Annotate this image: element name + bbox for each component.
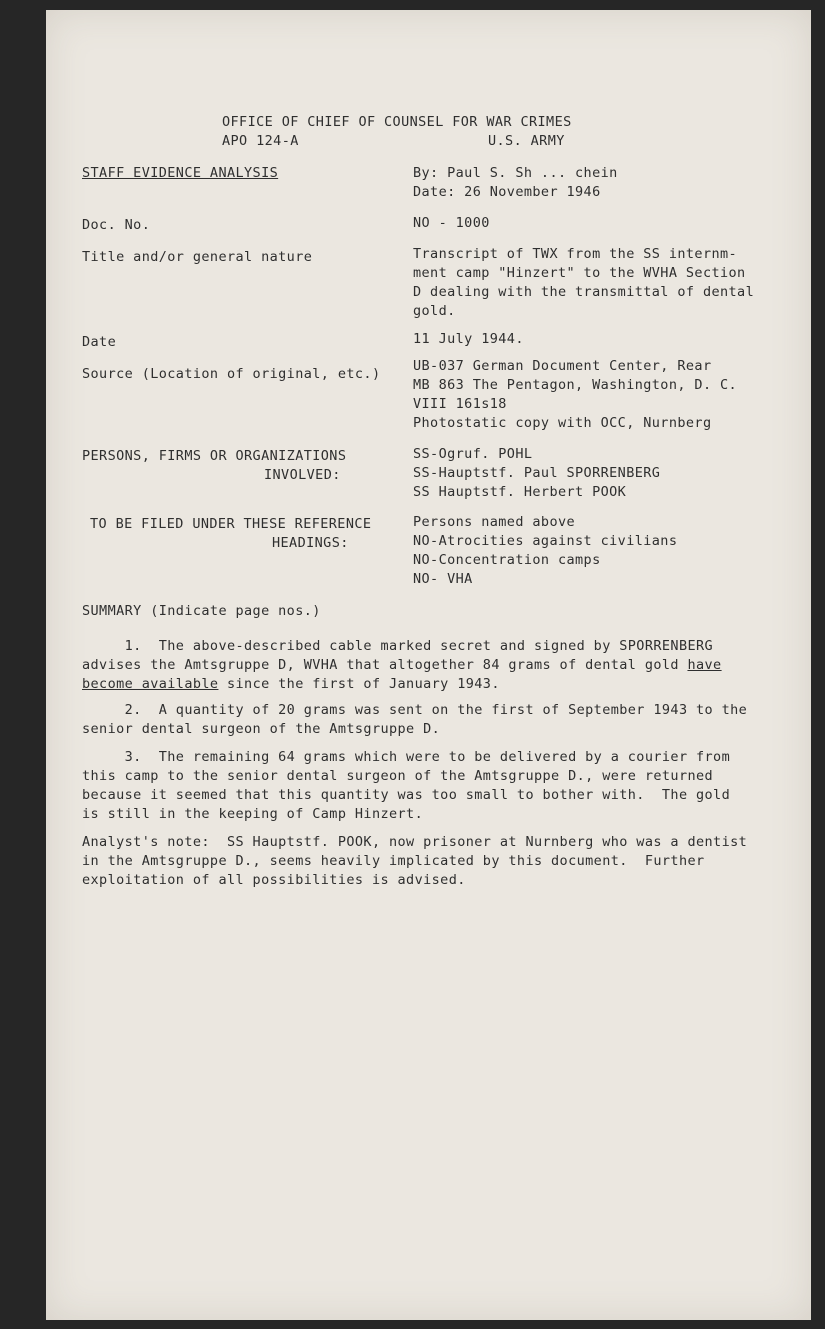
- paragraph-line: 2. A quantity of 20 grams was sent on the first of September 1943 to the: [82, 702, 748, 718]
- analyst-note-line: exploitation of all possibilities is advised.: [82, 872, 466, 888]
- paragraph-line: become available since the first of January 1943.: [82, 676, 500, 692]
- paragraph-line: is still in the keeping of Camp Hinzert.: [82, 806, 424, 822]
- filing-line: NO-Atrocities against civilians: [413, 533, 678, 549]
- paragraph-line: advises the Amtsgruppe D, WVHA that altogether 84 grams of dental gold have: [82, 657, 722, 673]
- title-value-line: Transcript of TWX from the SS internm-: [413, 246, 738, 262]
- filing-label-cont: HEADINGS:: [272, 535, 349, 551]
- source-value-line: UB-037 German Document Center, Rear: [413, 358, 712, 374]
- paragraph-line: 1. The above-described cable marked secret and signed by SPORRENBERG: [82, 638, 714, 654]
- date-label: Date: [82, 334, 117, 350]
- date-value: 11 July 1944.: [413, 331, 524, 347]
- persons-label: PERSONS, FIRMS OR ORGANIZATIONS: [82, 448, 347, 464]
- title-label: Title and/or general nature: [82, 249, 313, 265]
- army-line: U.S. ARMY: [488, 133, 565, 149]
- person-line: SS Hauptstf. Herbert POOK: [413, 484, 627, 500]
- filing-line: Persons named above: [413, 514, 576, 530]
- person-line: SS-Ogruf. POHL: [413, 446, 533, 462]
- paragraph-line: 3. The remaining 64 grams which were to be delivered by a courier from: [82, 749, 731, 765]
- document-title: STAFF EVIDENCE ANALYSIS: [82, 165, 279, 181]
- title-value-line: gold.: [413, 303, 456, 319]
- doc-no-value: NO - 1000: [413, 215, 490, 231]
- analyst-note-line: Analyst's note: SS Hauptstf. POOK, now prisoner at Nurnberg who was a dentist: [82, 834, 748, 850]
- source-value-line: VIII 161s18: [413, 396, 507, 412]
- analyst-by: By: Paul S. Sh ... chein: [413, 165, 618, 181]
- source-value-line: MB 863 The Pentagon, Washington, D. C.: [413, 377, 738, 393]
- paragraph-line: because it seemed that this quantity was too small to bother with. The gold: [82, 787, 731, 803]
- title-value-line: D dealing with the transmittal of dental: [413, 284, 755, 300]
- summary-heading: SUMMARY (Indicate page nos.): [82, 603, 321, 619]
- source-label: Source (Location of original, etc.): [82, 366, 381, 382]
- paragraph-line: this camp to the senior dental surgeon of the Amtsgruppe D., were returned: [82, 768, 714, 784]
- title-value-line: ment camp "Hinzert" to the WVHA Section: [413, 265, 746, 281]
- apo-line: APO 124-A: [222, 133, 299, 149]
- filing-label: TO BE FILED UNDER THESE REFERENCE: [90, 516, 372, 532]
- source-value-line: Photostatic copy with OCC, Nurnberg: [413, 415, 712, 431]
- doc-no-label: Doc. No.: [82, 217, 151, 233]
- person-line: SS-Hauptstf. Paul SPORRENBERG: [413, 465, 661, 481]
- filing-line: NO- VHA: [413, 571, 473, 587]
- persons-label-cont: INVOLVED:: [264, 467, 341, 483]
- filing-line: NO-Concentration camps: [413, 552, 601, 568]
- paragraph-line: senior dental surgeon of the Amtsgruppe D.: [82, 721, 441, 737]
- analysis-date: Date: 26 November 1946: [413, 184, 601, 200]
- office-heading: OFFICE OF CHIEF OF COUNSEL FOR WAR CRIMES: [222, 114, 572, 130]
- analyst-note-line: in the Amtsgruppe D., seems heavily implicated by this document. Further: [82, 853, 705, 869]
